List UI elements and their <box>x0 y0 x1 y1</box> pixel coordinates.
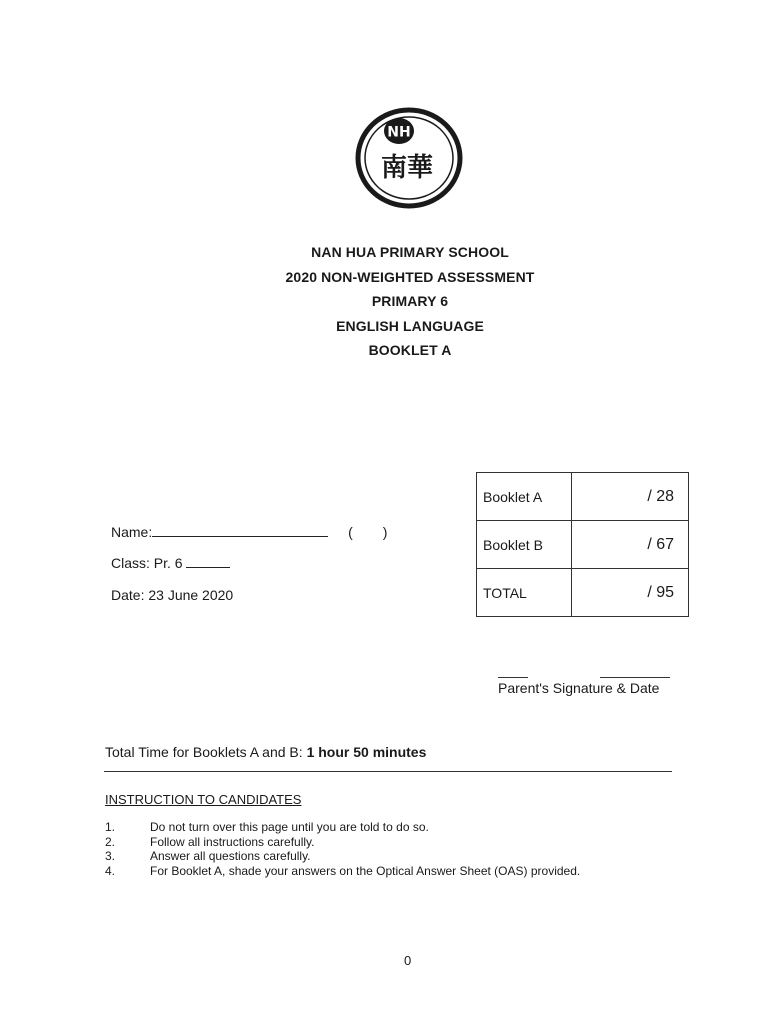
score-value: / 67 <box>572 521 689 569</box>
score-table <box>476 472 689 617</box>
name-label: Name: <box>111 524 153 540</box>
score-label: Booklet B <box>477 521 572 569</box>
date-line[interactable] <box>600 677 670 678</box>
class-field[interactable] <box>186 555 230 568</box>
date-label: Date: 23 June 2020 <box>111 587 234 603</box>
item-text: Answer all questions carefully. <box>150 849 311 863</box>
index-paren-open: ( <box>348 524 353 540</box>
exam-header <box>200 240 620 363</box>
name-field[interactable] <box>152 524 328 537</box>
item-text: Do not turn over this page until you are told to do so. <box>150 820 429 834</box>
score-label: Booklet A <box>477 473 572 521</box>
assessment-title: 2020 NON-WEIGHTED ASSESSMENT <box>285 268 535 285</box>
school-logo <box>354 106 464 210</box>
score-value: / 95 <box>572 569 689 617</box>
score-value: / 28 <box>572 473 689 521</box>
total-time-value: 1 hour 50 minutes <box>306 744 427 760</box>
signature-line[interactable] <box>498 677 528 678</box>
name-row <box>111 524 387 540</box>
score-label: TOTAL <box>477 569 572 617</box>
index-paren-close: ) <box>382 524 388 540</box>
item-text: For Booklet A, shade your answers on the Optical Answer Sheet (OAS) provided. <box>150 863 581 878</box>
total-time-label: Total Time for Booklets A and B: <box>105 744 303 760</box>
page-number: 0 <box>404 953 412 968</box>
table-row <box>477 521 689 569</box>
level: PRIMARY 6 <box>371 293 449 309</box>
divider <box>104 771 672 772</box>
logo-initials: NH <box>387 124 411 141</box>
subject: ENGLISH LANGUAGE <box>336 317 484 334</box>
booklet-title: BOOKLET A <box>368 342 452 358</box>
item-number: 1. <box>105 820 116 834</box>
date-row <box>111 587 233 603</box>
item-number: 2. <box>105 834 116 849</box>
table-row <box>477 473 689 521</box>
class-row <box>111 555 230 571</box>
table-row <box>477 569 689 617</box>
total-time <box>105 744 426 760</box>
item-number: 4. <box>105 863 116 878</box>
item-text: Follow all instructions carefully. <box>150 834 315 849</box>
item-number: 3. <box>105 849 116 863</box>
instructions-heading: INSTRUCTION TO CANDIDATES <box>105 792 302 807</box>
logo-chinese: 南華 <box>380 153 434 183</box>
class-label: Class: Pr. 6 <box>111 555 183 571</box>
school-name: NAN HUA PRIMARY SCHOOL <box>311 244 509 260</box>
signature-label: Parent's Signature & Date <box>498 680 660 696</box>
